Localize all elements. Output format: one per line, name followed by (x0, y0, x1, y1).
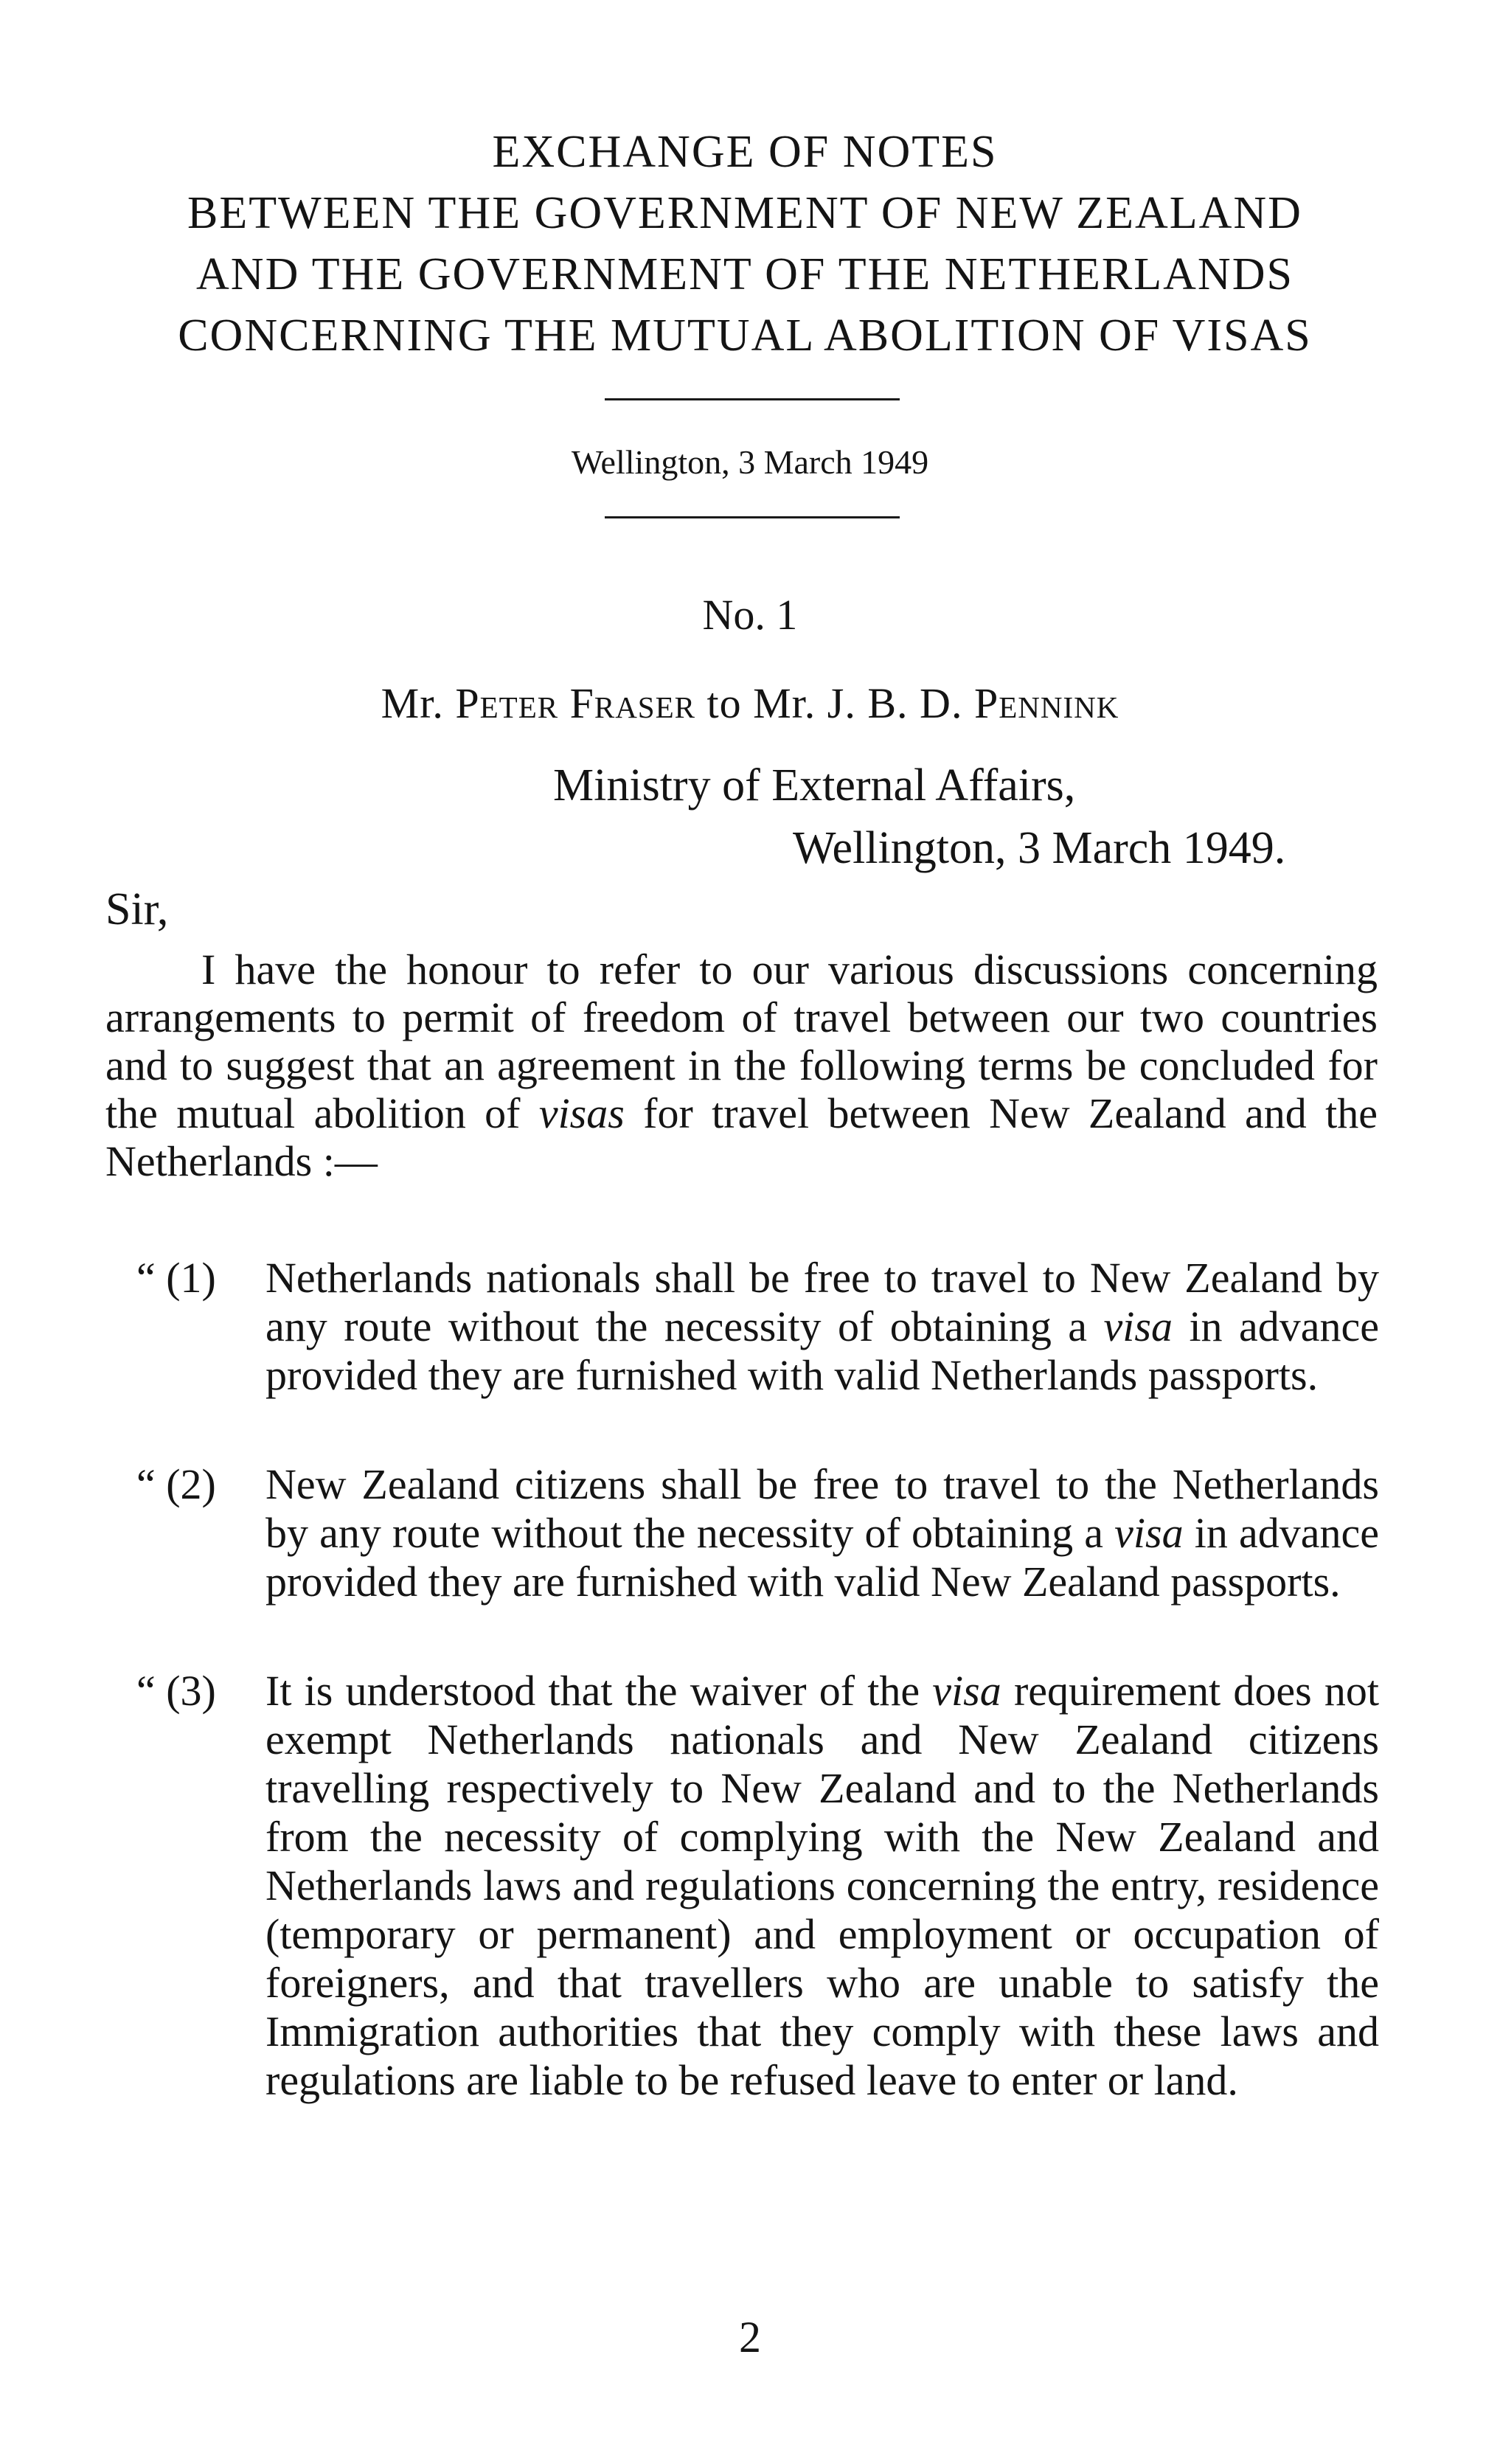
item-text-start: New Zealand citizens shall be free to travel to the Netherlands by any route without the necessity of obtaining a (265, 1460, 1379, 1557)
item-italic: visa (1103, 1302, 1173, 1350)
intro-italic: visas (538, 1089, 625, 1137)
sender-recipient-line (0, 679, 1500, 728)
sender-last-name: Fraser (569, 679, 695, 727)
item-italic: visa (932, 1667, 1001, 1715)
document-title (103, 122, 1386, 367)
divider-rule (605, 516, 900, 518)
title-line: CONCERNING THE MUTUAL ABOLITION OF VISAS (178, 310, 1312, 361)
item-text (265, 1254, 1379, 1400)
address-line-2: Wellington, 3 March 1949. (793, 823, 1286, 873)
divider-rule (605, 398, 900, 400)
from-prefix: Mr. (381, 679, 456, 727)
item-text-end: in advance provided they are furnished with valid New Zealand passports. (265, 1509, 1379, 1606)
item-marker: “ (1) (136, 1254, 216, 1302)
place-date: Wellington, 3 March 1949 (571, 443, 929, 481)
item-text (265, 1460, 1379, 1606)
title-line: EXCHANGE OF NOTES (492, 127, 998, 177)
item-text (265, 1667, 1379, 2105)
salutation: Sir, (105, 884, 169, 934)
intro-paragraph (105, 945, 1378, 1185)
page-number: 2 (739, 2313, 761, 2361)
address-line-1: Ministry of External Affairs, (553, 760, 1076, 811)
list-item (136, 1667, 1379, 2105)
list-item (136, 1460, 1379, 1606)
list-item (136, 1254, 1379, 1400)
to-text: to Mr. J. B. D. (695, 679, 974, 727)
item-marker: “ (2) (136, 1460, 216, 1508)
item-italic: visa (1114, 1509, 1184, 1557)
item-text-start: It is understood that the waiver of the (265, 1667, 933, 1715)
item-text-end: in advance provided they are furnished with valid Netherlands passports. (265, 1302, 1379, 1399)
intro-text: I have the honour to refer to our various discussions concerning arrangements to permit of freedom of travel between our two countries and to suggest that an agreement in the following terms be concluded for the mutual abolition of (105, 945, 1378, 1137)
title-line: AND THE GOVERNMENT OF THE NETHERLANDS (196, 249, 1294, 299)
item-text-end: requirement does not exempt Netherlands nationals and New Zealand citizens travelling respectively to New Zealand and to the Netherlands from the necessity of complying with the New Zealand and Netherlands laws and regulations concerning the entry, residence (temporary or permanent) and employment or occupation of foreigners, and that travellers who are unable to satisfy the Immigration authorities that they comply with these laws and regulations are liable to be refused leave to enter or land. (265, 1667, 1379, 2104)
title-line: BETWEEN THE GOVERNMENT OF NEW ZEALAND (187, 188, 1302, 238)
intro-text-end: for travel between New Zealand and the Netherlands :— (105, 1089, 1378, 1185)
item-marker: “ (3) (136, 1667, 216, 1715)
note-number: No. 1 (702, 591, 798, 639)
recipient-name: Pennink (973, 679, 1119, 727)
sender-first-name: Peter (455, 679, 559, 727)
item-text-start: Netherlands nationals shall be free to travel to New Zealand by any route without the necessity of obtaining a (265, 1254, 1379, 1350)
